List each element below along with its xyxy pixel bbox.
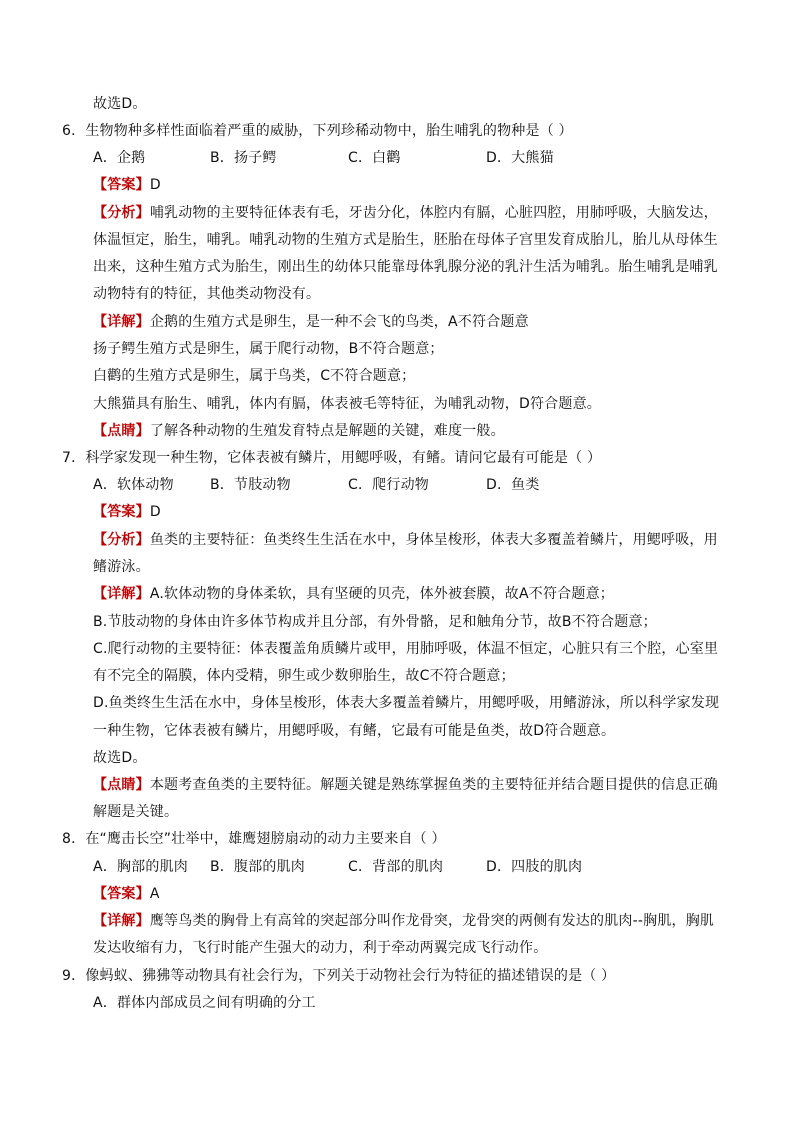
question-8	[62, 829, 446, 849]
analysis-text: 鱼类的主要特征：鱼类终生生活在水中，身体呈梭形，体表大多覆盖着鳞片，用鳃呼吸，用	[149, 532, 718, 548]
q6-analysis-line-3: 出来，这种生殖方式为胎生，刚出生的幼体只能靠母体乳腺分泌的乳汁生活为哺乳。胎生哺乳是哺乳	[93, 259, 718, 275]
option-c: C．白鹳	[348, 150, 401, 166]
answer-tag: 【答案】	[93, 886, 150, 902]
option-b: B．腹部的肌肉	[210, 859, 306, 875]
q7-point-line-2: 解题是关键。	[93, 804, 179, 820]
answer-value: D	[149, 504, 161, 520]
detail-tag: 【详解】	[93, 913, 150, 929]
question-stem: 科学家发现一种生物，它体表被有鳞片，用鳃呼吸，有鳍。请问它最有可能是（ ）	[85, 450, 602, 466]
q7-detail-line-4: 有不完全的隔膜，体内受精，卵生或少数卵胎生，故C不符合题意；	[93, 668, 515, 684]
option-c: C．背部的肌肉	[348, 859, 444, 875]
q7-point-line-1	[93, 775, 718, 795]
previous-conclusion: 故选D。	[93, 96, 147, 112]
point-tag: 【点睛】	[93, 423, 150, 439]
q6-detail-line-4: 大熊猫具有胎生、哺乳，体内有膈，体表被毛等特征，为哺乳动物，D符合题意。	[93, 396, 601, 412]
q6-analysis-line-1	[93, 203, 718, 223]
q7-detail-line-6: 一种生物，它体表被有鳞片，用鳃呼吸，有鳍，它最有可能是鱼类，故D符合题意。	[93, 723, 616, 739]
point-text: 了解各种动物的生殖发育特点是解题的关键，难度一般。	[149, 423, 505, 439]
answer-value: D	[149, 177, 161, 193]
q6-detail-line-1	[93, 312, 529, 332]
question-6	[62, 121, 573, 141]
q9-option-a: A．群体内部成员之间有明确的分工	[93, 995, 316, 1011]
q8-options	[93, 857, 713, 877]
option-c: C．爬行动物	[348, 477, 429, 493]
option-b: B．扬子鳄	[210, 150, 277, 166]
detail-text: 鹰等鸟类的胸骨上有高耸的突起部分叫作龙骨突，龙骨突的两侧有发达的肌肉--胸肌，胸肌	[149, 913, 715, 929]
q6-analysis-line-4: 动物特有的特征，其他类动物没有。	[93, 286, 321, 302]
q7-answer	[93, 502, 161, 522]
question-number: 9．	[62, 968, 86, 984]
option-d: D．鱼类	[486, 477, 540, 493]
q8-detail-line-1	[93, 911, 714, 931]
q7-options	[93, 475, 713, 495]
detail-text: 企鹅的生殖方式是卵生，是一种不会飞的鸟类，A不符合题意	[149, 314, 529, 330]
q7-detail-line-7: 故选D。	[93, 750, 147, 766]
q8-detail-line-2: 发达收缩有力，飞行时能产生强大的动力，利于牵动两翼完成飞行动作。	[93, 940, 548, 956]
q7-detail-line-1	[93, 584, 614, 604]
analysis-tag: 【分析】	[93, 532, 150, 548]
question-7	[62, 448, 601, 468]
q6-detail-line-3: 白鹳的生殖方式是卵生，属于鸟类，C不符合题意；	[93, 368, 416, 384]
point-tag: 【点睛】	[93, 777, 150, 793]
question-number: 7．	[62, 450, 86, 466]
q6-detail-line-2: 扬子鳄生殖方式是卵生，属于爬行动物，B不符合题意；	[93, 341, 444, 357]
analysis-tag: 【分析】	[93, 205, 150, 221]
q6-options	[93, 148, 713, 168]
q6-point	[93, 421, 505, 441]
answer-tag: 【答案】	[93, 504, 150, 520]
option-d: D．大熊猫	[486, 150, 554, 166]
answer-value: A	[149, 886, 160, 902]
q7-analysis-line-1	[93, 530, 718, 550]
q6-analysis-line-2: 体温恒定，胎生，哺乳。哺乳动物的生殖方式是胎生，胚胎在母体子宫里发育成胎儿，胎儿从母体生	[93, 232, 718, 248]
q8-answer	[93, 884, 160, 904]
option-a: A．企鹅	[93, 150, 146, 166]
question-stem: 在“鹰击长空”壮举中，雄鹰翅膀扇动的动力主要来自（ ）	[85, 831, 446, 847]
detail-text: A.软体动物的身体柔软，具有坚硬的贝壳，体外被套膜，故A不符合题意；	[149, 586, 614, 602]
question-9	[62, 966, 615, 986]
detail-tag: 【详解】	[93, 314, 150, 330]
option-d: D．四肢的肌肉	[486, 859, 583, 875]
q7-detail-line-2: B.节肢动物的身体由许多体节构成并且分部，有外骨骼，足和触角分节，故B不符合题意；	[93, 614, 657, 630]
question-stem: 像蚂蚁、狒狒等动物具有社会行为，下列关于动物社会行为特征的描述错误的是（ ）	[85, 968, 616, 984]
answer-tag: 【答案】	[93, 177, 150, 193]
q7-detail-line-3: C.爬行动物的主要特征：体表覆盖角质鳞片或甲，用肺呼吸，体温不恒定，心脏只有三个腔，心室里	[93, 641, 719, 657]
question-number: 6．	[62, 123, 86, 139]
detail-tag: 【详解】	[93, 586, 150, 602]
q7-detail-line-5: D.鱼类终生生活在水中，身体呈梭形，体表大多覆盖着鳞片，用鳃呼吸，用鳍游泳，所以科学家发现	[93, 695, 720, 711]
question-number: 8．	[62, 831, 86, 847]
question-stem: 生物物种多样性面临着严重的威胁，下列珍稀动物中，胎生哺乳的物种是（ ）	[85, 123, 573, 139]
q6-answer	[93, 175, 161, 195]
option-a: A．胸部的肌肉	[93, 859, 188, 875]
point-text: 本题考查鱼类的主要特征。解题关键是熟练掌握鱼类的主要特征并结合题目提供的信息正确	[149, 777, 718, 793]
option-a: A．软体动物	[93, 477, 174, 493]
analysis-text: 哺乳动物的主要特征体表有毛，牙齿分化，体腔内有膈，心脏四腔，用肺呼吸，大脑发达，	[149, 205, 718, 221]
option-b: B．节肢动物	[210, 477, 291, 493]
q7-analysis-line-2: 鳍游泳。	[93, 559, 150, 575]
